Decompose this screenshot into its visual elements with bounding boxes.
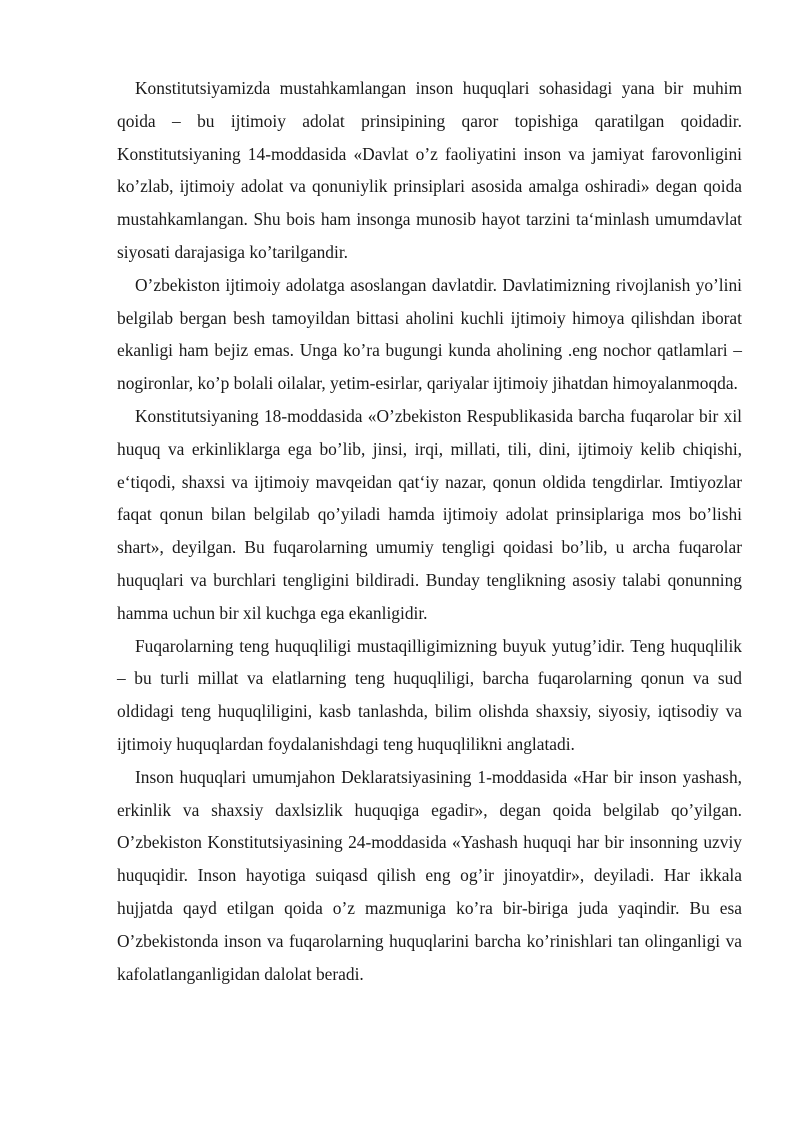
paragraph-3: Konstitutsiyaning 18-moddasida «O’zbekiston Respublikasida barcha fuqarolar bir xil huquq va erkinliklarga ega bo’lib, jinsi, irqi, millati, tili, dini, ijtimoiy kelib chiqishi, e‘tiqodi, shaxsi va ijtimoiy mavqeidan qat‘iy nazar, qonun oldida tengdirlar. Imtiyozlar faqat qonun bilan belgilab qo’yiladi hamda ijtimoiy adolat prinsiplariga mos bo’lishi shart», deyilgan. Bu fuqarolarning umumiy tengligi qoidasi bo’lib, u archa fuqarolar huquqlari va burchlari tengligini bildiradi. Bunday tenglikning asosiy talabi qonunning hamma uchun bir xil kuchga ega ekanligidir. xyxy=(117,405,742,623)
paragraph-4: Fuqarolarning teng huquqliligi mustaqilligimizning buyuk yutug’idir. Teng huquqlilik – bu turli millat va elatlarning teng huquqliligi, barcha fuqarolarning qonun va sud oldidagi teng huquqliligini, kasb tanlashda, bilim olishda shaxsiy, siyosiy, iqtisodiy va ijtimoiy huquqlardan foydalanishdagi teng huquqlilikni anglatadi. xyxy=(117,635,742,754)
document-page xyxy=(117,72,742,990)
paragraph-2: O’zbekiston ijtimoiy adolatga asoslangan davlatdir. Davlatimizning rivojlanish yo’lini belgilab bergan besh tamoyildan bittasi aholini kuchli ijtimoiy himoya qilishdan iborat ekanligi ham bejiz emas. Unga ko’ra bugungi kunda aholining .eng nochor qatlamlari – nogironlar, ko’p bolali oilalar, yetim-esirlar, qariyalar ijtimoiy jihatdan himoyalanmoqda. xyxy=(117,274,742,394)
paragraph-1: Konstitutsiyamizda mustahkamlangan inson huquqlari sohasidagi yana bir muhim qoida – bu ijtimoiy adolat prinsipining qaror topishiga qaratilgan qoidadir. Konstitutsiyaning 14-moddasida «Davlat o’z faoliyatini inson va jamiyat farovonligini ko’zlab, ijtimoiy adolat va qonuniylik prinsiplari asosida amalga oshiradi» degan qoida mustahkamlangan. Shu bois ham insonga munosib hayot tarzini ta‘minlash umumdavlat siyosati darajasiga ko’tarilgandir. xyxy=(117,78,742,262)
paragraph-5: Inson huquqlari umumjahon Deklaratsiyasining 1-moddasida «Har bir inson yashash, erkinlik va shaxsiy daxlsizlik huquqiga egadir», degan qoida belgilab qo’yilgan. O’zbekiston Konstitutsiyasining 24-moddasida «Yashash huquqi har bir insonning uzviy huquqidir. Inson hayotiga suiqasd qilish eng og’ir jinoyatdir», deyiladi. Har ikkala hujjatda qayd etilgan qoida o’z mazmuniga ko’ra bir-biriga juda yaqindir. Bu esa O’zbekistonda inson va fuqarolarning huquqlarini barcha ko’rinishlari tan olinganligi va kafolatlanganligidan dalolat beradi. xyxy=(117,766,742,984)
